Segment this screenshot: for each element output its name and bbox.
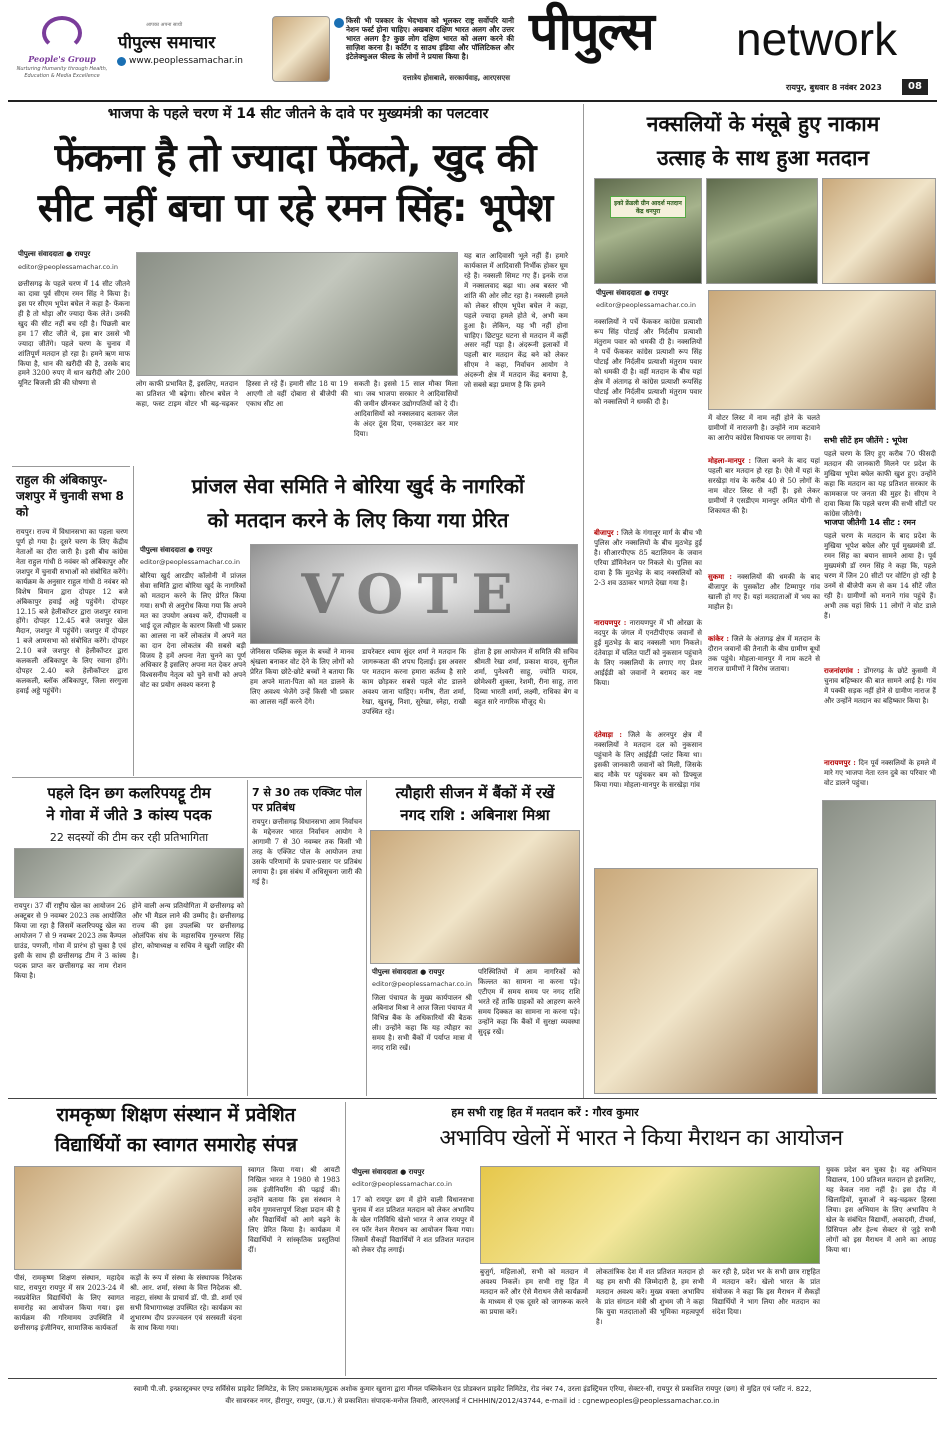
marathon-photo	[480, 1166, 820, 1264]
dateline: रायपुर, बुधवार 8 नवंबर 2023	[786, 83, 882, 92]
naxal-mohla	[708, 456, 820, 570]
ramakrishna-col2: कड़ों के रूप में संस्था के संस्थापक निदेशक श्री. आर. शर्मा, संस्था के वित्त निदेशक श्री. नाहटा, संस्था के प्राचार्य डॉ. पी. डी. शर्मा एवं सभी विभागाध्यक्ष उपस्थित रहे। कार्यक्रम का शुभारम्भ दीप प्रज्ज्वलन एवं सरस्वती वंदना के साथ किया गया।	[130, 1274, 242, 1332]
pranjal-col3: डायरेक्टर श्याम सुंदर शर्मा ने मतदान कि जागरूकता की शपथ दिलाई। इस अवसर पर मतदान करना हमारा कर्तव्य है सारे काम छोड़कर सबसे पहले वोट डालने अवश्य जाना चाहिए। मनीष, रीता शर्मा, रेखा, खुशबू, निशा, सुरेखा, स्नेहा, राखी उपस्थित रहे।	[362, 648, 466, 716]
banks-col2: परिस्थितियों में आम नागरिकों को किल्लत का सामना ना करना पड़े। एटीएम में समय समय पर नगद राशि भरते रहें ताकि ग्राहकों को आहरण करने समय दिक्कत का सामना ना करना पड़े। उन्होंने कहा कि बैंकों में सुरक्षा व्यवस्था सुदृढ़ रखें।	[478, 968, 580, 1036]
lead-kicker: भाजपा के पहले चरण में 14 सीट जीतने के दावे पर मुख्यमंत्री का पलटवार	[107, 106, 489, 122]
pranjal-email: editor@peoplessamachar.co.in	[140, 558, 240, 566]
exit-poll-body: रायपुर। छत्तीसगढ़ विधानसभा आम निर्वाचन के मद्देनजर भारत निर्वाचन आयोग ने आगामी 7 से 30 नवम्बर तक किसी भी तरह के एक्जिट पोल के आयोजन तथा उसके परिणामों के प्रचार-प्रसार पर प्रतिबंध लगाया है। इस संबंध में अधिसूचना जारी की गई है।	[252, 818, 362, 886]
rule-exit	[247, 780, 248, 1096]
naxal-dantewada	[594, 730, 702, 866]
narayanpur-side-text: दिन पूर्व नक्सलियों के हमले में मारे गए भाजपा नेता रतन दुबे का परिवार भी वोट डालने पहुंचा।	[824, 759, 936, 787]
rajnandgaon-label: राजनांदगांव :	[824, 666, 860, 675]
ramans-side-heading: भाजपा जीतेगी 14 सीट : रमन	[824, 518, 916, 527]
pranjal-col1: बोरिया खुर्द आरडीए कॉलोनी में प्रांजल सेवा समिति द्वारा बोरिया खुर्द के नागरिकों को मतदान करने के लिए प्रेरित किया गया। सभी से अनुरोध किया गया कि अपने मत का उपयोग अवश्य करें, दीपावली व भाई दूज त्यौहार के कारण किसी भी प्रकार का आलस ना करें लोकतंत्र में अपने मत का दान देना लोकतंत्र की सबसे बड़ी विजय है हमें अपना नेता चुनने का पूर्ण अधिकार है इसलिए अपना मत देकर अपने विश्वसनीय नेतृत्व को चुने सभी को अपने वोट का प्रयोग अवश्य करना है	[140, 572, 246, 690]
ramakrishna-col3: स्वागत किया गया। श्री आयटी निखिल भारत ने 1980 से 1983 तक इंजीनियरिंग की पढ़ाई की। उन्होंने बताया कि इस संस्थान ने सदैव गुणवत्तापूर्ण शिक्षा प्रदान की है और विद्यार्थियों को आगे बढ़ने के लिए प्रेरित किया है। कार्यक्रम में विद्यार्थियों ने सांस्कृतिक प्रस्तुतियां दीं।	[248, 1166, 340, 1254]
banks-email: editor@peoplessamachar.co.in	[372, 980, 472, 988]
naxal-kanker	[708, 634, 820, 866]
gaurav-col1: 17 को रायपुर छग में होने वाली विधानसभा चुनाव में शत प्रतिशत मतदान को लेकर अभाविप के खेल गतिविधि खेलो भारत ने आज रायपुर में रन फॉर नेशन मैराथन का आयोजन किया गया। जिसमें सैकड़ों विद्यार्थियों ने शत प्रतिशत मतदान को लेकर दौड़ लगाई।	[352, 1196, 474, 1254]
naxal-headline-1: नक्सलियों के मंसूबे हुए नाकाम	[646, 112, 880, 136]
dantewada-label: दंतेवाड़ा :	[594, 730, 622, 739]
masthead	[0, 0, 945, 100]
rahul-body: रायपुर। राज्य में विधानसभा का पहला चरण पूर्ण हो गया है। दूसरे चरण के लिए केंद्रीय नेताओं का दौरा जारी है। इसी बीच कांग्रेस नेता राहुल गांधी 8 नवंबर को अंबिकापुर और जशपुर में चुनावी सभाओं को संबोधित करेंगे। कार्यक्रम के अनुसार राहुल गांधी 8 नवंबर को विशेष विमान द्वारा दोपहर 12 बजे अंबिकापुर हवाई अड्डे पहुंचेंगे। दोपहर 12.15 बजे हेलीकॉप्टर द्वारा जशपुर रवाना होंगे। दोपहर 12.45 बजे जशपुर खेल मैदान, जशपुर में पहुंचेंगे। जशपुर में दोपहर 1 बजे आमसभा को संबोधित करेंगे। दोपहर 2.10 बजे जशपुर से हेलीकॉप्टर द्वारा कलकली अंबिकापुर के लिए रवाना होंगे। दोपहर 2.40 बजे हेलीकॉप्टर द्वारा कलकली, ब्लॉक अंबिकापुर, जिला सरगुजा हवाई अड्डे पहुंचेंगे।	[16, 528, 128, 695]
narayanpur-side-label: नारायणपुर :	[824, 758, 856, 767]
naxal-email: editor@peoplessamachar.co.in	[596, 301, 696, 309]
gaurav-col3: लोकतांत्रिक देश में शत प्रतिशत मतदान हो यह हम सभी की जिम्मेदारी है, हम सभी मतदान अवश्य करें। मुख्य वक्ता अभाविप के प्रांत संगठन मंत्री श्री शुभम जी ने कहा कि युवा मतदाताओं की भूमिका महत्वपूर्ण है।	[596, 1268, 704, 1326]
naxal-bijapur	[594, 528, 702, 616]
banks-byline: पीपुल्स संवाददाता ● रायपुर	[372, 968, 445, 976]
imprint-line-2: वीर सावरकर नगर, हीरापुर, रायपुर, (छ.ग.) से प्रकाशित। संपादक-मनोज तिवारी, आरएनआई नं CHHHIN/2012/43744, e-mail id : cgnewpeoples@peoplessamachar.co.in	[225, 1397, 720, 1405]
bijapur-label: बीजापुर :	[594, 528, 619, 537]
gaurav-kicker: हम सभी राष्ट्र हित में मतदान करें : गौरव कुमार	[451, 1106, 639, 1119]
kalari-photo	[14, 848, 244, 898]
lead-photo-caption: लोग काफी प्रभावित हैं, इसलिए, मतदान का प्रतिशत भी बढ़ेगा। सौरभ बघेल ने कहा, फस्ट टाइम वोटर भी बढ़-चढ़कर हिस्सा ले रहे हैं। हमारी सीट 18 या 19 आएगी तो वहीं दोबारा से बीजेपी की एकाध सीट आ	[136, 380, 348, 408]
exit-poll-headline: 7 से 30 तक एक्जिट पोल पर प्रतिबंध	[252, 786, 362, 814]
naxal-col3: में वोटर लिस्ट में नाम नहीं होने के चलते ग्रामीणों में नाराजगी है। उन्होंने नाम कटवाने का आरोप कांग्रेस विधायक पर लगाया है।	[708, 414, 820, 442]
page-number: 08	[902, 79, 928, 95]
rahul-headline: राहुल की अंबिकापुर-जशपुर में चुनावी सभा 8 को	[16, 473, 124, 520]
samachar-title: पीपुल्स समाचार	[118, 33, 216, 53]
mohla-text: जिला बनने के बाद यहां पहली बार मतदान हो रहा है। ऐसे में यहां के सरखेड़ा गांव के करीब 40 से 50 लोगों के नाम वोटर लिस्ट से नहीं हैं। इसे लेकर ग्रामीणों ने एसडीएम मानपुर अमित योगी से शिकायत की है।	[708, 457, 820, 515]
quote-author: दत्तात्रेय होसबाले, सरकार्यवाह, आरएसएस	[402, 74, 510, 82]
lead-col2: सकती है। इससे 15 साल मौका मिला था। जब भाजपा सरकार ने आदिवासियों की जमीन छीनकर उद्योगपतियों को दे दी। आदिवासियों को नक्सलवाद बताकर जेल के अंदर ठूंस दिया, एनकाउंटर कर मार दिया।	[354, 380, 458, 438]
mohla-label: मोहला–मानपुर :	[708, 456, 752, 465]
woman-child-photo	[594, 868, 818, 1094]
sukma-text: नक्सलियों की धमकी के बाद बीजापुर के पुसकोंटा और टिम्मापुर गांव खाली हो गए हैं। यहां मतदाताओं में भय का माहौल है।	[708, 573, 820, 611]
sukma-label: सुकमा :	[708, 572, 732, 581]
ramakrishna-headline-1: रामकृष्ण शिक्षण संस्थान में प्रवेशित	[56, 1104, 296, 1126]
lead-col1: छत्तीसगढ़ के पहले चरण में 14 सीट जीतने का दावा पूर्व सीएम रमन सिंह ने किया है। इस पर सीएम भूपेश बघेल ने कहा है- फेंकना ही है तो थोड़ा और ज्यादा फेंक लेते। उनकी खुद की सीट नहीं बच रही है। पिछली बार हम 17 सीट जीते थे, इस बार उससे भी ज्यादा जीतेंगे। पहले चरण के चुनाव में शांतिपूर्ण मतदान हो रहा है। हमने ऋण माफ किया है, धान की खरीदी की है, उसके बाद हमने 3200 रुपए में धान खरीदी और 200 यूनिट बिजली फ्री की घोषणा से	[18, 280, 130, 388]
network-hindi-title: पीपुल्स	[529, 2, 653, 62]
network-english-title: network	[736, 13, 898, 65]
rule-gaurav	[345, 1102, 346, 1376]
bijapur-text: जिले के गंगालूर मार्ग के बीच भी पुलिस और नक्सलियों के बीच मुठभेड़ हुई है। सीआरपीएफ 85 बटालियन के जवान एरिया डॉमिनेशन पर निकले थे। पुलिस का दावा है कि मुठभेड़ के बाद नक्सलियों को 2-3 शव उठाकर भागते देखा गया है।	[594, 529, 702, 587]
rajnandgaon-block	[824, 666, 936, 756]
peoples-group-name: People's Group	[28, 54, 96, 64]
lead-headline-2: सीट नहीं बचा पा रहे रमन सिंह: भूपेश	[37, 186, 553, 231]
lead-email: editor@peoplessamachar.co.in	[18, 263, 118, 271]
narayanpur-label: नारायणपुर :	[594, 618, 627, 627]
banks-headline-1: त्यौहारी सीजन में बैंकों में रखें	[395, 784, 555, 802]
voters-photo	[708, 290, 936, 410]
banks-col1: जिला पंचायत के मुख्य कार्यपालन श्री अबिनाश मिश्रा ने आज जिला पंचायत में विभिन्न बैंक के अधिकारियों की बैठक ली। उन्होंने कहा कि यह त्यौहार का समय है। सभी बैंकों में पर्याप्त मात्रा में नगद राशि रखें।	[372, 994, 473, 1052]
rule-rahul	[12, 466, 130, 467]
banks-headline-2: नगद राशि : अबिनाश मिश्रा	[400, 806, 550, 824]
gaurav-col5: युवक प्रदेश बन चुका है। यह अभियान विद्यालय, 100 प्रतिशत मतदान हो इसलिए, यह केवल नारा नहीं है। इस दौड़ में खिलाड़ियों, युवाओं ने बढ़-चढ़कर हिस्सा लिया। इस अभियान के लिए अभाविप ने खेल के संबंधित विद्यार्थी, अकादमी, टीचर्स, प्रिंसिपल और हेल्थ सेक्टर से जुड़े सभी लोगों को इस मैराथन में आने का आग्रह किया था।	[826, 1166, 936, 1254]
quote-icon	[334, 18, 344, 28]
naxal-byline: पीपुल्स संवाददाता ● रायपुर	[596, 289, 669, 297]
pranjal-headline-1: प्रांजल सेवा समिति ने बोरिया खुर्द के नागरिकों	[191, 474, 525, 498]
polling-booth-sign: इको फ्रेंडली ग्रीन आदर्श मतदान केंद्र धनपुरा	[610, 196, 686, 218]
peoples-group-logo	[42, 16, 82, 50]
pranjal-byline: पीपुल्स संवाददाता ● रायपुर	[140, 546, 213, 554]
author-photo	[272, 16, 330, 82]
quote-text: किसी भी पत्रकार के भेदभाव को भूलकर राष्ट्र सर्वोपरि यानी नेशन फर्स्ट होना चाहिए। अखबार दक्षिण भारत अलग और उत्तर भारत अलग है? कुछ लोग दक्षिण भारत को अलग करने की साज़िश करना है। कर्टिंग द साउथ इंडिया और पॉलिटिकल और इंटेलेक्चुअल फील्ड के लोगों ने प्रयास किया है।	[346, 16, 514, 62]
kalari-headline-2: ने गोवा में जीते 3 कांस्य पदक	[46, 806, 212, 824]
pranjal-col2: जेनिसस पब्लिक स्कूल के बच्चों ने मानव श्रृंखला बनाकर वोट देने के लिए लोगों को प्रेरित किया छोटे-छोटे बच्चों ने बताया कि हम अपने माता-पिता को मत डालने के लिए अवश्य भेजेंगे उन्हें किसी भी प्रकार का आलस नहीं करने देंगे।	[250, 648, 354, 706]
rajnandgaon-text: डोंगरगढ़ के छोटे कुसमी में चुनाव बहिष्कार की बात सामने आई है। गांव में पक्की सड़क नहीं होने से ग्रामीण नाराज हैं और उन्होंने मतदान का बहिष्कार किया है।	[824, 667, 937, 705]
lead-byline: पीपुल्स संवाददाता ● रायपुर	[18, 250, 91, 258]
gaurav-col2: बुजुर्ग, महिलाओं, सभी को मतदान में अवश्य निकलें। हम सभी राष्ट्र हित में मतदान करें और ऐसे मैराथन जैसे कार्यक्रमों के माध्यम से एक दूसरे को जागरूक करने का प्रयास करें।	[480, 1268, 588, 1316]
website-link[interactable]: www.peoplessamachar.in	[129, 56, 243, 66]
polling-booth-photo	[594, 178, 702, 284]
bhupesh-side-heading: सभी सीटें हम जीतेंगे : भूपेश	[824, 436, 908, 445]
vote-formation-text: VOTE	[301, 562, 527, 626]
lead-headline-1: फेंकना है तो ज्यादा फेंकते, खुद की	[54, 136, 536, 181]
hut-photo	[706, 178, 818, 284]
peoples-group-tagline: Nurturing Humanity through Health, Education & Media Excellence	[16, 66, 108, 79]
kanker-text: जिले के अंतागढ़ क्षेत्र में मतदान के दौरान जवानों की तैनाती के बीच ग्रामीण बूथों तक पहुंचे। मोहला-मानपुर में नाम कटने से नाराज ग्रामीणों ने विरोध जताया।	[708, 635, 820, 673]
rule-bottom	[8, 1098, 937, 1099]
rule-mid	[12, 777, 582, 778]
gaurav-byline: पीपुल्स संवाददाता ● रायपुर	[352, 1168, 425, 1176]
ramans-side-body: पहले चरण के मतदान के बाद प्रदेश के मुखिया भूपेश बघेल और पूर्व मुख्यमंत्री डॉ. रमन सिंह का बयान सामने आया है। पूर्व मुख्यमंत्री डॉ रमन सिंह ने कहा कि, पहले चरण में जिन 20 सीटों पर वोटिंग हो रही है उनमें से बीजेपी कम से कम 14 सीटें जीत रही है। ग्रामीणों को मनाने गांव पहुंचे हैं। अभी तक यहां सिर्फ 11 लोगों ने वोट डाले हैं।	[824, 532, 936, 620]
gaurav-headline: अभाविप खेलों में भारत ने किया मैराथन का आयोजन	[439, 1126, 843, 1151]
naxal-headline-2: उत्साह के साथ हुआ मतदान	[656, 146, 870, 170]
gaurav-email: editor@peoplessamachar.co.in	[352, 1180, 452, 1188]
gaurav-col4: कर रही है, प्रदेश भर के सभी छात्र राष्ट्रहित में मतदान करें। खेलो भारत के प्रांत संयोजक ने कहा कि इस मैराथन में सैकड़ों विद्यार्थियों ने भाग लिया और मतदान का संदेश दिया।	[712, 1268, 820, 1316]
kanker-label: कांकेर :	[708, 634, 729, 643]
bhupesh-side-body: पहले चरण के लिए हुए करीब 70 फीसदी मतदान की जानकारी मिलने पर प्रदेश के मुखिया भूपेश बघेल काफी खुश हुए। उन्होंने कहा कि मतदान का यह प्रतिशत सरकार के कामकाज पर जनता की मुहर है। सीएम ने दावा किया कि पहले चरण की सभी सीटों पर कांग्रेस जीतेगी।	[824, 450, 936, 518]
kalari-subhead: 22 सदस्यों की टीम कर रही प्रतिभागिता	[49, 831, 209, 844]
rahul-rule	[133, 466, 134, 776]
ramakrishna-col1: पीसं, रामकृष्ण शिक्षण संस्थान, महादेव घाट, रायपुरा रायपुर में सत्र 2023-24 में नवप्रवेशित विद्यार्थियों के लिए स्वागत समारोह का आयोजन किया गया। इस कार्यक्रम की गरिमामय उपस्थिति में छत्तीसगढ़ इंजीनियर, सामाजिक कार्यकर्ता	[14, 1274, 124, 1332]
narayanpur-side-block	[824, 758, 936, 798]
kalari-col1: रायपुर। 37 वीं राष्ट्रीय खेल का आयोजन 26 अक्टूबर से 9 नवम्बर 2023 तक आयोजित किया जा रहा है जिसमें कलरिपयट्टू खेल का आयोजन 7 से 9 नवम्बर 2023 तक कैम्पल ग्राउंड, पणजी, गोवा में प्रारंभ हो चुका है एवं इसी के साथ ही छत्तीसगढ़ टीम ने 3 कांस्य पदक प्राप्त कर छत्तीसगढ़ का नाम रोशन किया है।	[14, 902, 126, 980]
naxal-sukma	[708, 572, 820, 632]
pranjal-headline-2: को मतदान करने के लिए किया गया प्रेरित	[207, 508, 509, 532]
pranjal-col4: होता है इस आयोजन में समिति की सचिव श्रीमती रेखा शर्मा, प्रकाश यादव, सुनील शर्मा, पुनेश्वरी साहू, ज्योति यादव, छोमेश्वरी शुक्ला, रेशमी, रीना साहू, तारा दिव्या भारती शर्मा, लक्ष्मी, राधिका बेग व बहुत सारे नागरिक मौजूद थे।	[474, 648, 578, 706]
column-rule	[583, 104, 584, 1099]
rule-imprint	[8, 1378, 937, 1379]
samachar-small: आपका अपना साथी	[146, 22, 183, 28]
narayanpur-text: नारायणपुर में भी ओरछा के नदपुर के जंगल में एनटीपीएफ जवानों से हुई मुठभेड़ के बाद नक्सली भाग निकले। दंतेवाड़ा में चलित पार्टी को नुकसान पहुंचाने के लिए नक्सलियों के लगाए गए प्रेशर आईईडी को जवानों ने बरामद कर नष्ट किया।	[594, 619, 702, 687]
ramakrishna-headline-2: विद्यार्थियों का स्वागत समारोह संपन्न	[54, 1134, 298, 1156]
naxal-body1: नक्सलियों ने पर्चे फेंककर कांग्रेस प्रत्याशी रूप सिंह पोटाई और निर्दलीय प्रत्याशी मंतुराम पवार को धमकी दी है। नक्सलियों ने पर्चे फेंककर कांग्रेस प्रत्याशी रूप सिंह पोटाई और निर्दलीय प्रत्याशी मंतुराम पवार को धमकी दी है। वहीं मतदान के बीच यहां क्षेत्र में अंतागढ़ से कांग्रेस प्रत्याशी रूपसिंह पोटाई और निर्दलीय प्रत्याशी मंतुराम पवार को नक्सलियों ने धमकी दी है।	[594, 318, 702, 406]
rule-banks	[366, 780, 367, 1096]
banks-meeting-photo	[370, 830, 580, 964]
lead-col3: यह बात आदिवासी भूले नहीं हैं। हमारे कार्यकाल में आदिवासी निर्भीक होकर घूम रहे हैं। नक्सली सिमट गए हैं। इनके राज में नक्सलवाद बढ़ा था। अब बस्तर भी शांति की ओर लौट रहा है। नक्सली हमले को लेकर सीएम भूपेश बघेल ने कहा, पहले ज्यादा हमले होते थे, अभी कम हुआ है। लेकिन, यह भी नहीं होना चाहिए। छिटपुट घटना से मतदान में कहीं असर नहीं पड़ा है। अंदरूनी इलाकों में पहली बार मतदान केंद्र बने को लेकर सीएम ने कहा, निर्वाचन आयोग ने अंदरूनी क्षेत्र में मतदान केंद्र बनाया है, जो सबसे बड़ा प्रमाण है कि हमने	[464, 252, 568, 390]
globe-icon	[117, 57, 126, 66]
dantewada-text: जिले के अरनपुर क्षेत्र में नक्सलियों ने मतदान दल को नुकसान पहुंचाने के लिए आईईडी प्लांट किया था। इसकी जानकारी जवानों को मिली, जिसके बाद मौके पर पहुंचकर बम को डिफ्यूज किया गया। मोहला-मानपुर के सरखेड़ा गांव	[594, 731, 702, 789]
kalari-headline-1: पहले दिन छग कलरिपयट्टू टीम	[47, 784, 211, 802]
masthead-rule	[8, 100, 937, 102]
lead-photo	[136, 252, 458, 376]
security-force-photo	[822, 800, 936, 1094]
kalari-col2: होने वाली अन्य प्रतियोगिता में छत्तीसगढ़ को और भी मैडल लाने की उम्मीद है। छत्तीसगढ़ राज्य की इस उपलब्धि पर छत्तीसगढ़ ओलंपिक संघ के महासचिव गुरुचरण सिंह होरा, कोषाध्यक्ष व सचिव ने खुशी जाहिर की है।	[132, 902, 244, 960]
imprint-line-1: स्वामी पी.जी. इन्फ्रास्ट्रक्चर एण्ड सर्विसेस प्राइवेट लिमिटेड, के लिए प्रकाशक/मुद्रक अशोक कुमार खुराना द्वारा मीनल पब्लिकेशन एंड प्रोडक्शन प्राइवेट लिमिटेड, रोड नंबर 74, उरला इंडस्ट्रियल एरिया, सेक्टर-सी, रायपुर से प्रकाशित रायपुर (छग) से मुद्रित एवं प्लॉट नं. 822,	[133, 1385, 812, 1393]
naxal-narayanpur	[594, 618, 702, 728]
ramakrishna-photo	[14, 1166, 242, 1270]
tiger-photo	[822, 178, 936, 284]
